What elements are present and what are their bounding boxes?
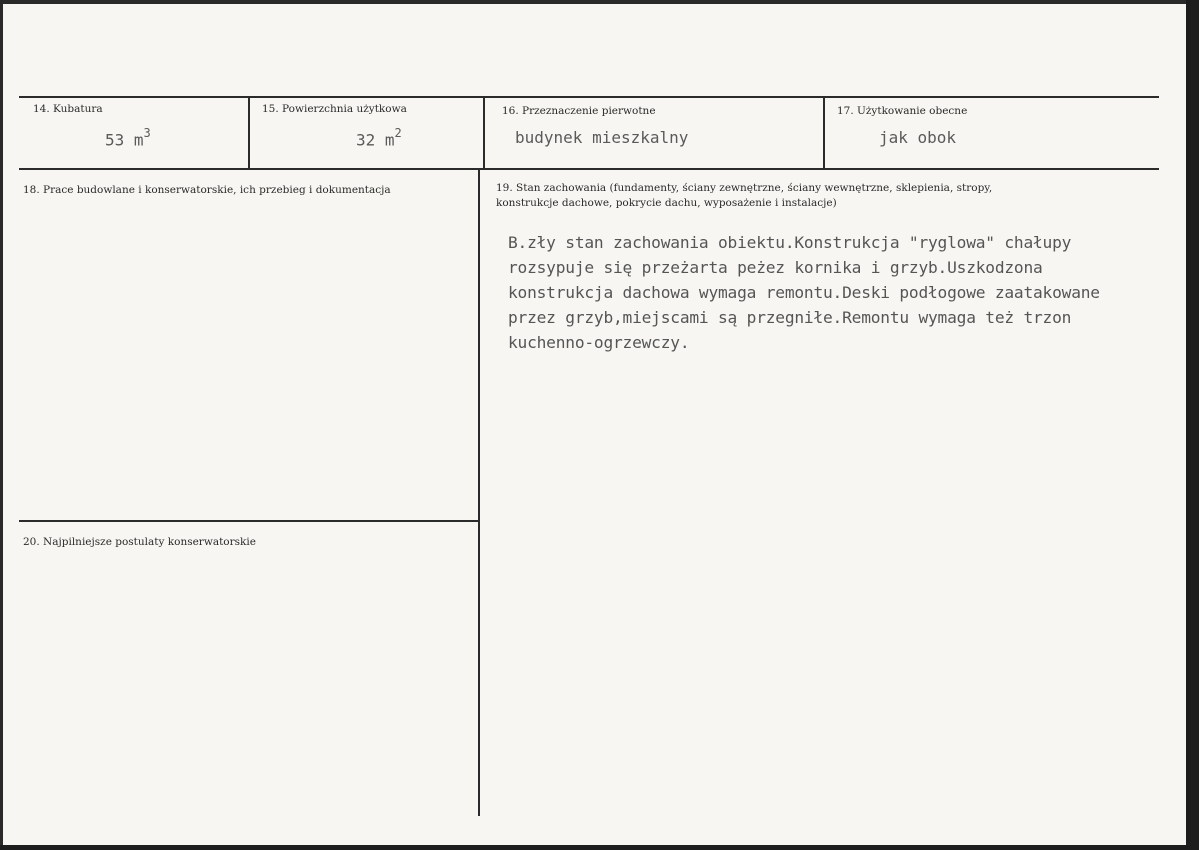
field-19-label-line2: konstrukcje dachowe, pokrycie dachu, wyposażenie i instalacje) bbox=[496, 197, 837, 209]
form-sheet bbox=[3, 4, 1186, 845]
field-15-label: 15. Powierzchnia użytkowa bbox=[262, 103, 407, 115]
divider-18-20 bbox=[19, 520, 479, 522]
scan-edge-right bbox=[1186, 0, 1199, 850]
field-19-text-line: konstrukcja dachowa wymaga remontu.Deski podłogowe zaatakowane bbox=[508, 283, 1100, 302]
field-17-value: jak obok bbox=[879, 128, 957, 147]
field-19-text-line: kuchenno-ogrzewczy. bbox=[508, 333, 690, 352]
field-19-text-line: B.zły stan zachowania obiektu.Konstrukcja "ryglowa" chałupy bbox=[508, 233, 1072, 252]
field-17-label: 17. Użytkowanie obecne bbox=[837, 105, 968, 117]
field-14-label: 14. Kubatura bbox=[33, 103, 103, 115]
scan-edge-bottom bbox=[0, 845, 1199, 850]
divider-15-16 bbox=[483, 96, 485, 170]
field-16-value: budynek mieszkalny bbox=[515, 128, 689, 147]
field-14-value: 53 $m^3$ bbox=[105, 126, 151, 150]
top-rule bbox=[19, 96, 1159, 98]
field-19-text-line: przez grzyb,miejscami są przegniłe.Remontu wymaga też trzon bbox=[508, 308, 1072, 327]
field-19-text-line: rozsypuje się przeżarta peżez kornika i grzyb.Uszkodzona bbox=[508, 258, 1043, 277]
row1-bottom-rule bbox=[19, 168, 1159, 170]
divider-16-17 bbox=[823, 96, 825, 170]
field-18-label: 18. Prace budowlane i konserwatorskie, ich przebieg i dokumentacja bbox=[23, 184, 391, 196]
field-16-label: 16. Przeznaczenie pierwotne bbox=[502, 105, 656, 117]
field-19-text bbox=[508, 230, 1168, 355]
field-15-value: 32 $m^2$ bbox=[356, 126, 402, 150]
field-20-label: 20. Najpilniejsze postulaty konserwatorskie bbox=[23, 536, 256, 548]
field-19-label-line1: 19. Stan zachowania (fundamenty, ściany zewnętrzne, ściany wewnętrzne, sklepienia, stropy, bbox=[496, 182, 993, 194]
divider-14-15 bbox=[248, 96, 250, 170]
divider-left-right bbox=[478, 170, 480, 816]
